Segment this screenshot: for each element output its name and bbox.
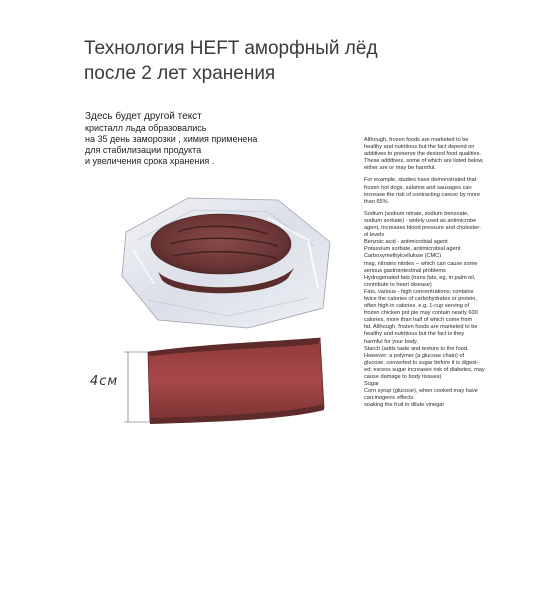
- additive-line: glucose, converted to sugar before it is digest-: [364, 359, 479, 366]
- intro-text: [85, 111, 325, 167]
- additive-line: Starch (adds taste and texture to the food.: [364, 345, 469, 352]
- intro-line: на 35 день заморозки , химия применена: [85, 134, 258, 144]
- additive-line: healthy and nutritious but the fact is they: [364, 331, 465, 338]
- steak-cross-section-illustration: [84, 330, 334, 440]
- additive-line: frozen chicken pot pie may contain nearly 600: [364, 310, 478, 317]
- additive-line: contribute to heart disease): [364, 281, 432, 288]
- additive-line: calories, more than half of which come from: [364, 317, 473, 324]
- additives-list: [364, 211, 488, 410]
- additive-line: cause damage to body tissues): [364, 374, 442, 380]
- additive-line: harmful for your body.: [364, 338, 418, 345]
- intro-line: и увеличения срока хранения .: [85, 156, 215, 166]
- additive-line: Sodium (sodium nitrate, sodium benzoate,: [364, 210, 469, 217]
- additive-line: Sugar: [364, 381, 379, 388]
- additive-line: Benzoic acid - antimicrobial agent: [364, 239, 448, 246]
- dimension-label: 4см: [90, 374, 119, 389]
- additive-line: twice the calories of carbohydrates or protein,: [364, 295, 477, 302]
- additive-line: However; a polymer (a glucose chain) of: [364, 352, 465, 359]
- intro-line: кристалл льда образовались: [85, 123, 207, 133]
- additive-line: Potassium sorbate, antimicrobial agent: [364, 246, 461, 253]
- additive-line: often high in calories. e.g. 1-cup serving of: [364, 303, 470, 310]
- column-paragraph: Although, frozen foods are marketed to be healthy and nutritious but the fact depend on additives to preserve the desired food qualities. These additives, some of which are listed below, either are or may be harmful.: [364, 137, 484, 172]
- page-title: [84, 36, 464, 86]
- additive-line: Fats, various - high concentrations; contains: [364, 288, 474, 295]
- additive-line: ol levels: [364, 232, 385, 239]
- additive-line: fat. Although, frozen foods are marketed to be: [364, 324, 478, 331]
- additive-line: serious gastrointestinal problems: [364, 267, 446, 274]
- additive-line: msg, nitrates nitrites -- which can cause some: [364, 260, 478, 267]
- vacuum-packed-steak-illustration: [118, 180, 333, 330]
- additives-text-column: [364, 137, 488, 409]
- intro-line: для стабилизации продукта: [85, 145, 202, 155]
- additive-line: agent, Increases blood pressure and cholester-: [364, 225, 481, 232]
- additive-line: Carboxymethylcellulose (CMC): [364, 253, 442, 260]
- additive-line: Hydrogenated fats (trans fats, eg, in palm oil,: [364, 274, 476, 281]
- additive-line: sodium sorbate) - widely used as antimicrobe: [364, 217, 477, 224]
- intro-line: Здесь будет другой текст: [85, 111, 202, 122]
- additive-line: ed; excess sugar increases risk of diabetes, may: [364, 366, 485, 373]
- additive-line: soaking the fruit in dilute vinegar: [364, 402, 445, 409]
- title-line-1: Технология HEFT аморфный лёд: [84, 38, 378, 59]
- additive-line: Corn syrup (glucose), when cooked may have: [364, 388, 478, 395]
- additive-line: carcinogenic effects.: [364, 395, 415, 402]
- column-paragraph: For example, studies have demonstrated that frozen hot dogs, salamis and sausages can increase the risk of contracting cancer by more than 65%.: [364, 177, 480, 205]
- title-line-2: после 2 лет хранения: [84, 63, 276, 84]
